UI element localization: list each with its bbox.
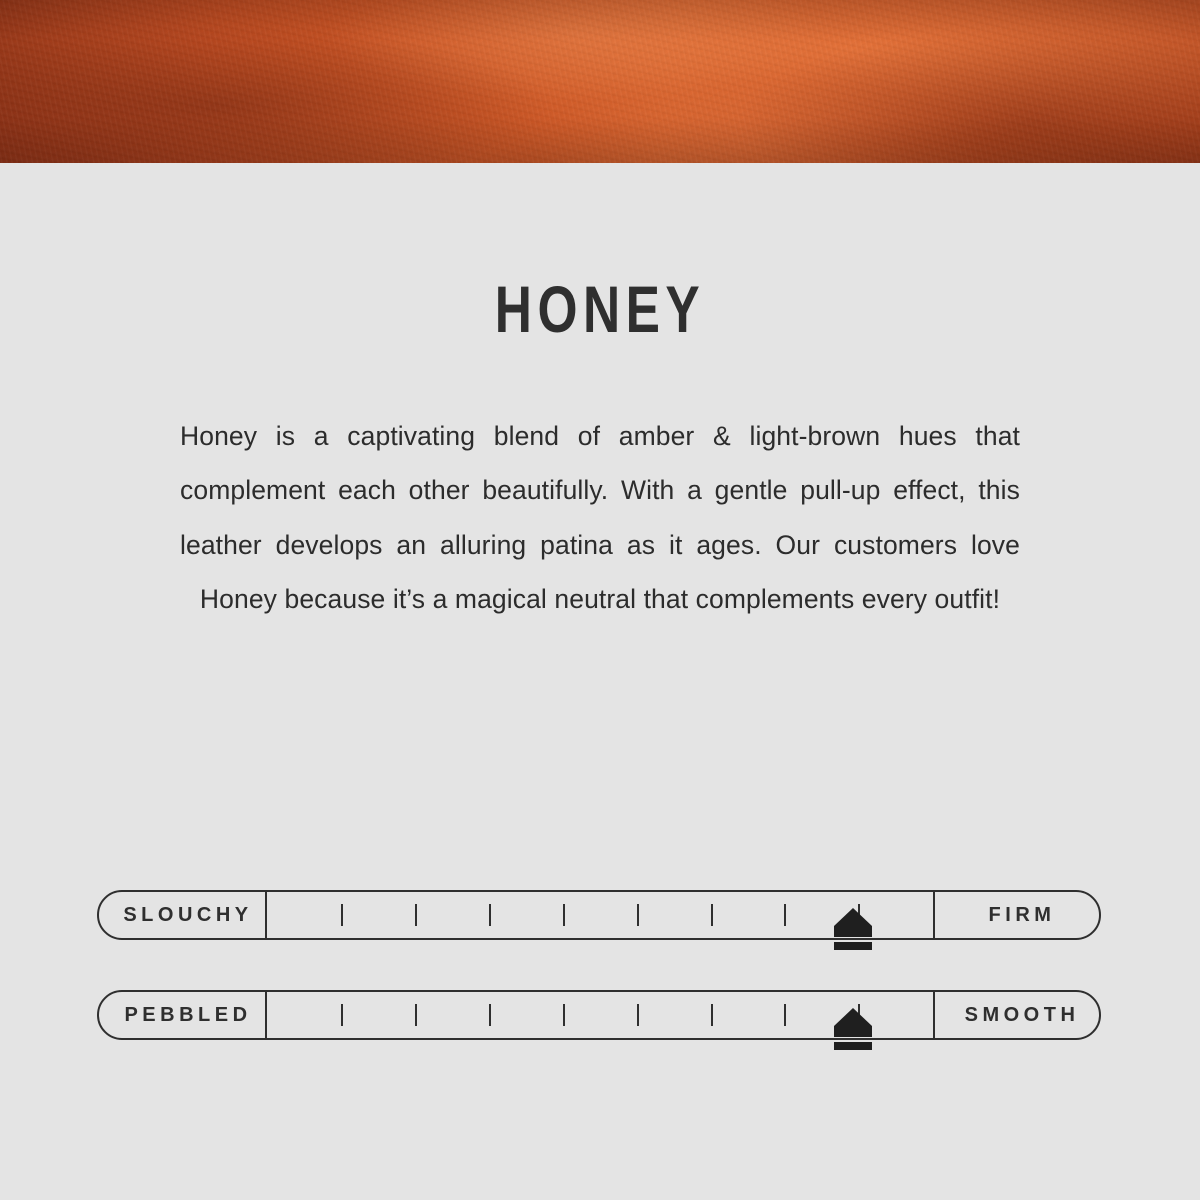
page-title: HONEY — [494, 272, 706, 346]
card-content — [0, 163, 1200, 626]
slider-tick — [637, 1004, 639, 1026]
slider-tick — [711, 1004, 713, 1026]
slider-texture[interactable] — [97, 990, 1103, 1042]
slider-tick — [711, 904, 713, 926]
slider-tick — [489, 904, 491, 926]
slider-handle-bar — [834, 942, 872, 950]
slider-tick — [784, 1004, 786, 1026]
slider-tick — [341, 904, 343, 926]
slider-right-label: SMOOTH — [933, 990, 1103, 1040]
slider-tick — [563, 904, 565, 926]
slider-tick — [415, 1004, 417, 1026]
leather-swatch-banner — [0, 0, 1200, 163]
slider-tick — [784, 904, 786, 926]
slider-handle[interactable] — [834, 908, 872, 950]
slider-tick — [563, 1004, 565, 1026]
slider-tick — [489, 1004, 491, 1026]
slider-handle-point — [834, 1008, 872, 1026]
slider-left-label: SLOUCHY — [97, 890, 267, 940]
slider-handle-bar — [834, 1026, 872, 1037]
slider-tick — [637, 904, 639, 926]
slider-tick — [341, 1004, 343, 1026]
slider-handle-point — [834, 908, 872, 926]
swatch-vignette — [0, 0, 1200, 163]
slider-ticks — [267, 990, 933, 1040]
slider-handle-bar — [834, 926, 872, 937]
slider-structure[interactable] — [97, 890, 1103, 942]
description-text: Honey is a captivating blend of amber & light-brown hues that complement each other beautifully. With a gentle pull-up effect, this leather develops an alluring patina as it ages. Our customers love Honey because it’s a magical neutral that complements every outfit! — [180, 421, 1020, 614]
slider-tick — [415, 904, 417, 926]
slider-handle-bar — [834, 1042, 872, 1050]
slider-left-label: PEBBLED — [97, 990, 267, 1040]
attribute-sliders — [0, 890, 1200, 1090]
slider-handle[interactable] — [834, 1008, 872, 1050]
slider-ticks — [267, 890, 933, 940]
slider-right-label: FIRM — [933, 890, 1103, 940]
